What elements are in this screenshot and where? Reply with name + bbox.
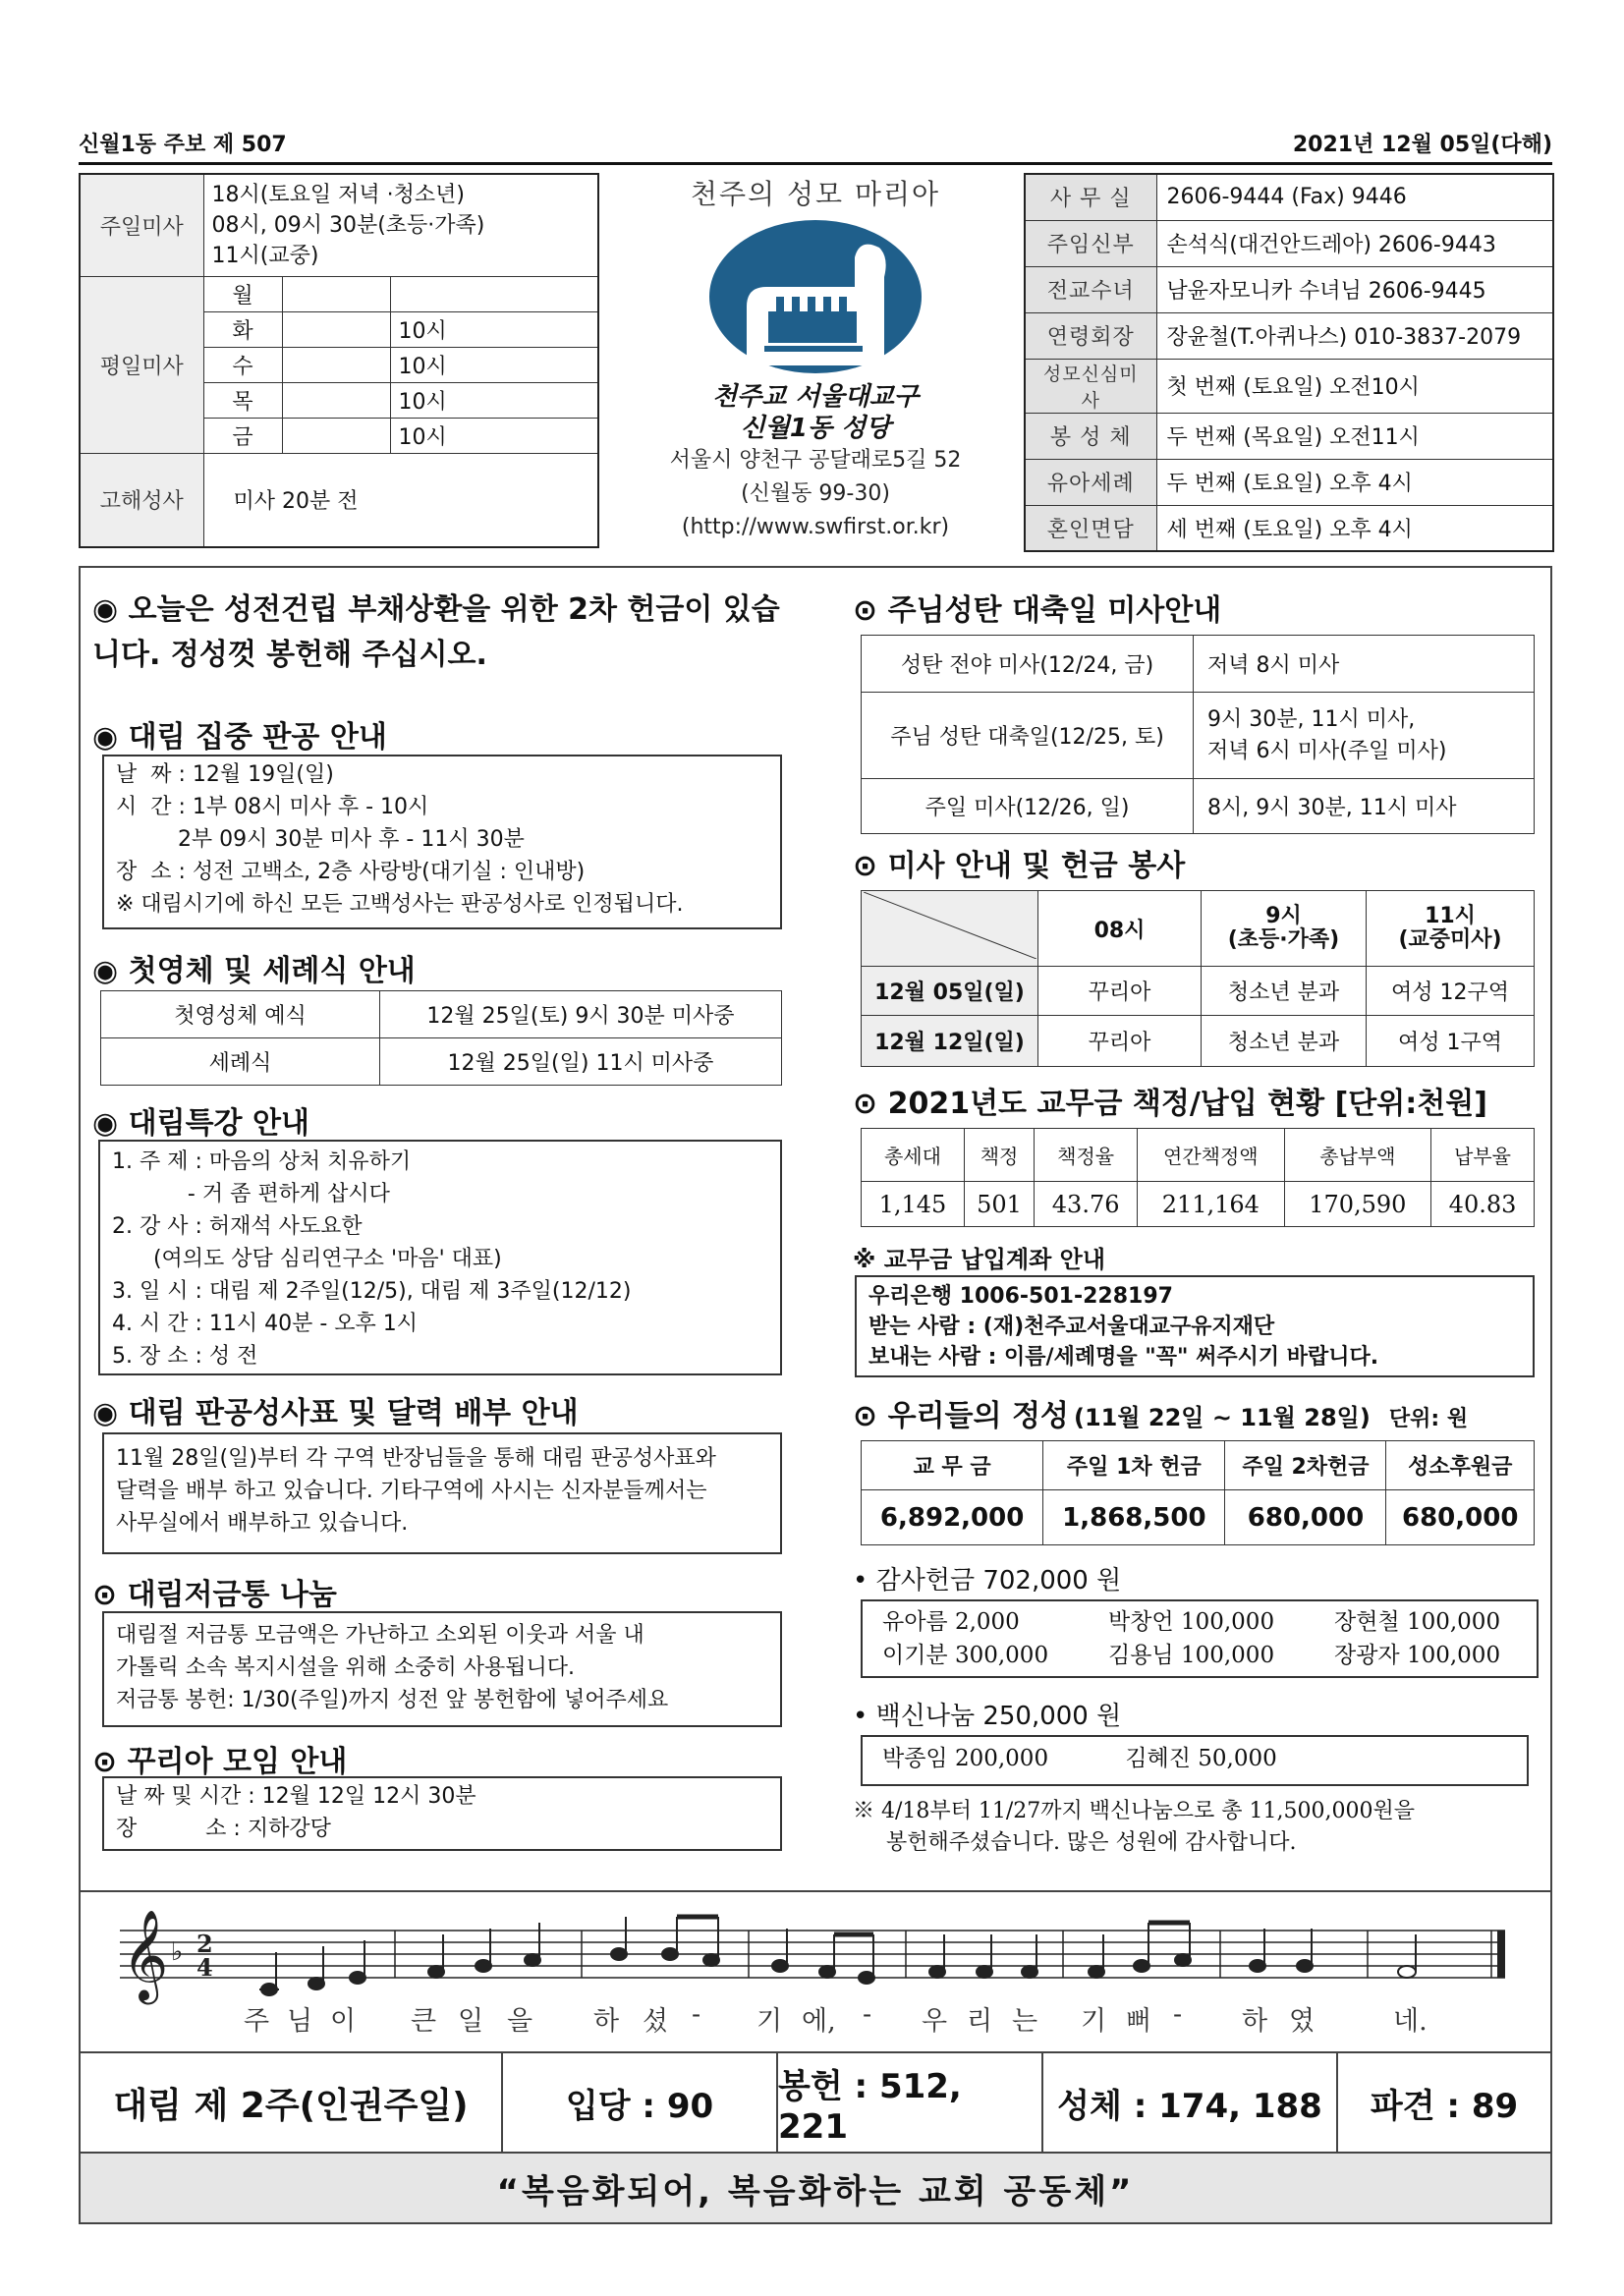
notice-line: 니다. 정성껏 봉헌해 주십시오. <box>92 638 487 672</box>
hymn-score <box>79 1891 1552 2053</box>
weekday-time: 10시 <box>390 347 598 382</box>
ceremony-name: 첫영성체 예식 <box>101 991 380 1038</box>
ceremony-name: 세례식 <box>101 1038 380 1086</box>
kuria-box <box>102 1776 782 1851</box>
lyric-syllable: 일 <box>458 2006 484 2037</box>
account-line: 받는 사람 : (재)천주교서울대교구유지재단 <box>868 1315 1275 1339</box>
contact-label: 주임신부 <box>1025 220 1156 266</box>
service-cell: 꾸리아 <box>1038 967 1202 1016</box>
info-line: 1. 주 제 : 마음의 상처 치유하기 <box>112 1149 412 1174</box>
church-name-calligraphy <box>609 381 1022 444</box>
lyric-syllable: 하 <box>1242 2006 1268 2037</box>
thanks-offering-box <box>861 1599 1539 1678</box>
service-header: 9시 (초등·가족) <box>1202 891 1367 967</box>
church-header <box>609 173 1022 544</box>
info-line: (여의도 상담 심리연구소 '마음' 대표) <box>112 1247 502 1271</box>
offering-value: 1,868,500 <box>1043 1490 1225 1545</box>
advent-confession-title: ◉ 대림 집중 판공 안내 <box>92 720 387 755</box>
dues-value: 211,164 <box>1138 1182 1285 1227</box>
service-cell: 청소년 분과 <box>1202 1016 1367 1067</box>
christmas-mass-name: 성탄 전야 미사(12/24, 금) <box>862 636 1194 693</box>
info-line: 4. 시 간 : 11시 40분 - 오후 1시 <box>112 1312 419 1336</box>
christmas-mass-title: ⊙ 주님성탄 대축일 미사안내 <box>853 593 1222 628</box>
weekday-spacer <box>282 347 390 382</box>
svg-text:♭: ♭ <box>171 1937 184 1967</box>
info-line: 5. 장 소 : 성 전 <box>112 1344 258 1369</box>
lyric-syllable: 큰 <box>411 2006 437 2037</box>
entrance-hymn: 입당 : 90 <box>503 2053 778 2152</box>
christmas-mass-name: 주님 성탄 대축일(12/25, 토) <box>862 693 1194 779</box>
account-title: ※ 교무금 납입계좌 안내 <box>853 1246 1106 1273</box>
contact-value: 첫 번째 (토요일) 오전10시 <box>1156 359 1553 413</box>
calendar-notice-title: ◉ 대림 판공성사표 및 달력 배부 안내 <box>92 1396 579 1430</box>
svg-text:𝄞: 𝄞 <box>122 1909 169 2000</box>
weekday: 목 <box>203 382 282 418</box>
first-communion-table <box>100 990 782 1086</box>
info-line: 가톨릭 소속 복지시설을 위해 소중히 사용됩니다. <box>116 1655 576 1680</box>
donor-entry: 박창언 100,000 <box>1108 1609 1275 1635</box>
confession-time: 미사 20분 전 <box>203 453 598 547</box>
offering-header: 주일 1차 헌금 <box>1043 1441 1225 1490</box>
service-header: 11시 (교중미사) <box>1367 891 1535 967</box>
kuria-title: ⊙ 꾸리아 모임 안내 <box>92 1745 348 1779</box>
contact-value: 두 번째 (목요일) 오전11시 <box>1156 413 1553 459</box>
offering-value: 6,892,000 <box>862 1490 1043 1545</box>
sunday-mass-label: 주일미사 <box>80 174 203 276</box>
dues-value: 170,590 <box>1284 1182 1431 1227</box>
lyric-syllable: 네. <box>1393 2006 1428 2037</box>
offering-header: 성소후원금 <box>1386 1441 1535 1490</box>
sunday-mass-line: 08시, 09시 30분(초등·가족) <box>211 212 485 238</box>
account-box <box>855 1275 1535 1377</box>
dues-value: 1,145 <box>862 1182 965 1227</box>
weekday-spacer <box>282 382 390 418</box>
contact-value: 세 번째 (토요일) 오후 4시 <box>1156 505 1553 551</box>
info-line: 시 간 : 1부 08시 미사 후 - 10시 <box>116 795 429 819</box>
offering-value: 680,000 <box>1225 1490 1386 1545</box>
lyric-syllable: 기 <box>756 2006 783 2037</box>
contact-value: 장윤철(T.아퀴나스) 010-3837-2079 <box>1156 312 1553 359</box>
account-line: 우리은행 1006-501-228197 <box>868 1284 1173 1309</box>
sunday-mass-times <box>203 174 598 276</box>
dues-table <box>861 1128 1535 1227</box>
sunday-mass-line: 18시(토요일 저녁 ·청소년) <box>211 182 465 207</box>
donor-entry: 장광자 100,000 <box>1334 1643 1501 1668</box>
mass-schedule-table <box>79 173 599 548</box>
service-date: 12월 12일(일) <box>862 1016 1038 1067</box>
lyric-syllable: 님 <box>287 2006 313 2037</box>
dues-header: 납부율 <box>1431 1129 1535 1182</box>
mass-service-table <box>861 890 1535 1067</box>
lyric-syllable: 우 <box>922 2006 948 2037</box>
advent-confession-box <box>102 755 782 929</box>
note-line: 봉헌해주셨습니다. 많은 성원에 감사합니다. <box>886 1830 1297 1855</box>
church-name-line: 신월1동 성당 <box>740 414 891 443</box>
lyric-syllable: - <box>1173 1999 1183 2030</box>
calendar-notice-box <box>102 1432 782 1554</box>
info-line: 2. 강 사 : 허재석 사도요한 <box>112 1214 363 1239</box>
lyric-syllable: 을 <box>507 2006 533 2037</box>
contact-table <box>1024 173 1554 552</box>
dues-title: ⊙ 2021년도 교무금 책정/납입 현황 [단위:천원] <box>853 1087 1487 1121</box>
thanks-grid <box>882 1605 1517 1672</box>
offering-header: 주일 2차헌금 <box>1225 1441 1386 1490</box>
info-line: - 거 좀 편하게 삽시다 <box>112 1182 390 1206</box>
lyric-syllable: 하 <box>593 2006 620 2037</box>
donor-entry: 김혜진 50,000 <box>1125 1746 1277 1771</box>
weekday: 수 <box>203 347 282 382</box>
lyric-syllable: 셨 <box>643 2006 669 2037</box>
offering-heading <box>853 1391 1468 1434</box>
bulletin-issue: 신월1동 주보 제 507 <box>79 133 287 157</box>
lyric-syllable: 기 <box>1081 2006 1107 2037</box>
lyric-syllable: 에, <box>802 2006 836 2037</box>
lyric-syllable: 이 <box>330 2006 357 2037</box>
donor-entry: 유아름 2,000 <box>882 1609 1020 1635</box>
bulletin-date: 2021년 12월 05일(다해) <box>1292 133 1552 157</box>
church-website: (http://www.swfirst.or.kr) <box>681 515 950 539</box>
donor-entry: 장현철 100,000 <box>1334 1609 1501 1635</box>
info-line: 11월 28일(일)부터 각 구역 반장님들을 통해 대림 판공성사표와 <box>116 1446 716 1471</box>
dues-value: 40.83 <box>1431 1182 1535 1227</box>
info-line: 날 짜 : 12월 19일(일) <box>116 762 334 787</box>
contact-value: 남윤자모니카 수녀님 2606-9445 <box>1156 266 1553 312</box>
info-line: 3. 일 시 : 대림 제 2주일(12/5), 대림 제 3주일(12/12) <box>112 1279 632 1304</box>
weekday-spacer <box>282 276 390 311</box>
weekday-time: 10시 <box>390 311 598 347</box>
lyric-syllable: - <box>692 1999 701 2030</box>
note-line: ※ 4/18부터 11/27까지 백신나눔으로 총 11,500,000원을 <box>853 1799 1416 1823</box>
donor-entry: 김용님 100,000 <box>1108 1643 1275 1668</box>
dues-header: 총세대 <box>862 1129 965 1182</box>
weekday-spacer <box>282 311 390 347</box>
hymn-numbers-bar <box>79 2051 1552 2154</box>
ceremony-time: 12월 25일(일) 11시 미사중 <box>380 1038 782 1086</box>
church-motto: 천주의 성모 마리아 <box>690 178 941 210</box>
donor-entry: 박종임 200,000 <box>882 1746 1049 1771</box>
dues-header: 연간책정액 <box>1138 1129 1285 1182</box>
special-collection-notice <box>92 588 810 678</box>
account-line: 보내는 사람 : 이름/세례명을 "꼭" 써주시기 바랍니다. <box>868 1345 1379 1370</box>
time-sig-bottom: 4 <box>196 1953 213 1982</box>
weekday: 금 <box>203 418 282 453</box>
contact-label: 혼인면담 <box>1025 505 1156 551</box>
contact-label: 사 무 실 <box>1025 174 1156 220</box>
vaccine-sharing-box <box>861 1735 1529 1786</box>
service-header: 08시 <box>1038 891 1202 967</box>
lyric-syllable: 주 <box>244 2006 270 2037</box>
info-line: 대림절 저금통 모금액은 가난하고 소외된 이웃과 서울 내 <box>116 1623 644 1648</box>
weekday-spacer <box>282 418 390 453</box>
advent-lecture-box <box>98 1140 782 1375</box>
service-cell: 여성 12구역 <box>1367 967 1535 1016</box>
offering-unit: 단위: 원 <box>1388 1407 1469 1431</box>
sunday-mass-line: 11시(교중) <box>211 243 319 268</box>
confession-label: 고해성사 <box>80 453 203 547</box>
info-line: 장 소 : 성전 고백소, 2층 사랑방(대기실 : 인내방) <box>116 860 586 884</box>
contact-value: 손석식(대건안드레아) 2606-9443 <box>1156 220 1553 266</box>
offertory-hymn: 봉헌 : 512, 221 <box>778 2053 1043 2152</box>
christmas-mass-time: 저녁 8시 미사 <box>1194 636 1535 693</box>
info-line: 날 짜 및 시간 : 12월 12일 12시 30분 <box>116 1784 476 1809</box>
time-sig-top: 2 <box>196 1930 213 1958</box>
contact-label: 봉 성 체 <box>1025 413 1156 459</box>
liturgical-week: 대림 제 2주(인권주일) <box>81 2053 503 2152</box>
lyric-syllable: - <box>863 1999 872 2030</box>
weekday-time <box>390 276 598 311</box>
christmas-mass-time: 9시 30분, 11시 미사, 저녁 6시 미사(주일 미사) <box>1194 693 1535 779</box>
info-line: 달력을 배부 하고 있습니다. 기타구역에 사시는 신자분들께서는 <box>116 1479 707 1503</box>
dues-header: 책정 <box>964 1129 1034 1182</box>
offering-title: ⊙ 우리들의 정성 <box>853 1399 1069 1433</box>
weekday-time: 10시 <box>390 418 598 453</box>
address-line: (신월동 99-30) <box>741 481 890 506</box>
service-date: 12월 05일(일) <box>862 967 1038 1016</box>
offering-table <box>861 1440 1535 1545</box>
lyric-syllable: 뻐 <box>1126 2006 1152 2037</box>
weekday-mass-label: 평일미사 <box>80 276 203 453</box>
dues-header: 총납부액 <box>1284 1129 1431 1182</box>
dues-value: 43.76 <box>1035 1182 1138 1227</box>
service-cell: 꾸리아 <box>1038 1016 1202 1067</box>
offering-value: 680,000 <box>1386 1490 1535 1545</box>
lyric-syllable: 는 <box>1012 2006 1038 2037</box>
contact-label: 유아세례 <box>1025 459 1156 505</box>
parish-slogan: “복음화되어, 복음화하는 교회 공동체” <box>79 2154 1552 2224</box>
dismissal-hymn: 파견 : 89 <box>1370 2086 1519 2126</box>
ceremony-time: 12월 25일(토) 9시 30분 미사중 <box>380 991 782 1038</box>
church-name-line: 천주교 서울대교구 <box>712 382 919 412</box>
info-line: 저금통 봉헌: 1/30(주일)까지 성전 앞 봉헌함에 넣어주세요 <box>116 1688 669 1712</box>
advent-lecture-title: ◉ 대림특강 안내 <box>92 1106 309 1141</box>
donor-entry: 이기분 300,000 <box>882 1643 1049 1668</box>
diagonal-header-cell <box>862 891 1038 967</box>
lyric-syllable: 였 <box>1289 2006 1316 2037</box>
communion-hymn: 성체 : 174, 188 <box>1043 2053 1338 2152</box>
service-cell: 청소년 분과 <box>1202 967 1367 1016</box>
offering-period: (11월 22일 ~ 11월 28일) <box>1074 1404 1371 1431</box>
service-cell: 여성 1구역 <box>1367 1016 1535 1067</box>
dues-header: 책정율 <box>1035 1129 1138 1182</box>
contact-label: 연령회장 <box>1025 312 1156 359</box>
vaccine-sharing-title: • 백신나눔 250,000 원 <box>853 1702 1122 1731</box>
contact-label: 성모신심미사 <box>1025 359 1156 413</box>
offering-header: 교 무 금 <box>862 1441 1043 1490</box>
info-line: 2부 09시 30분 미사 후 - 11시 30분 <box>116 827 525 852</box>
dues-value: 501 <box>964 1182 1034 1227</box>
address-line: 서울시 양천구 공달래로5길 52 <box>669 448 962 473</box>
weekday: 화 <box>203 311 282 347</box>
mass-service-title: ⊙ 미사 안내 및 헌금 봉사 <box>853 849 1186 883</box>
bulletin-header <box>79 128 1552 165</box>
christmas-mass-table <box>861 635 1535 834</box>
christmas-mass-name: 주일 미사(12/26, 일) <box>862 779 1194 834</box>
church-address <box>609 444 1022 544</box>
contact-value: 2606-9444 (Fax) 9446 <box>1156 174 1553 220</box>
contact-value: 두 번째 (토요일) 오후 4시 <box>1156 459 1553 505</box>
info-line: ※ 대림시기에 하신 모든 고백성사는 판공성사로 인정됩니다. <box>116 892 684 917</box>
piggy-bank-title: ⊙ 대림저금통 나눔 <box>92 1578 337 1612</box>
christmas-mass-time: 8시, 9시 30분, 11시 미사 <box>1194 779 1535 834</box>
notice-line: ◉ 오늘은 성전건립 부채상환을 위한 2차 헌금이 있습 <box>92 592 780 627</box>
diagonal-line-icon <box>864 892 1036 959</box>
weekday-time: 10시 <box>390 382 598 418</box>
info-line: 사무실에서 배부하고 있습니다. <box>116 1511 409 1536</box>
first-communion-title: ◉ 첫영체 및 세례식 안내 <box>92 954 416 988</box>
lyric-syllable: 리 <box>967 2006 993 2037</box>
vaccine-note <box>853 1796 1415 1859</box>
piggy-bank-box <box>102 1611 782 1727</box>
contact-label: 전교수녀 <box>1025 266 1156 312</box>
thanks-offering-title: • 감사헌금 702,000 원 <box>853 1566 1122 1596</box>
weekday: 월 <box>203 276 282 311</box>
info-line: 장 소 : 지하강당 <box>116 1817 331 1841</box>
church-logo-icon <box>707 218 924 375</box>
